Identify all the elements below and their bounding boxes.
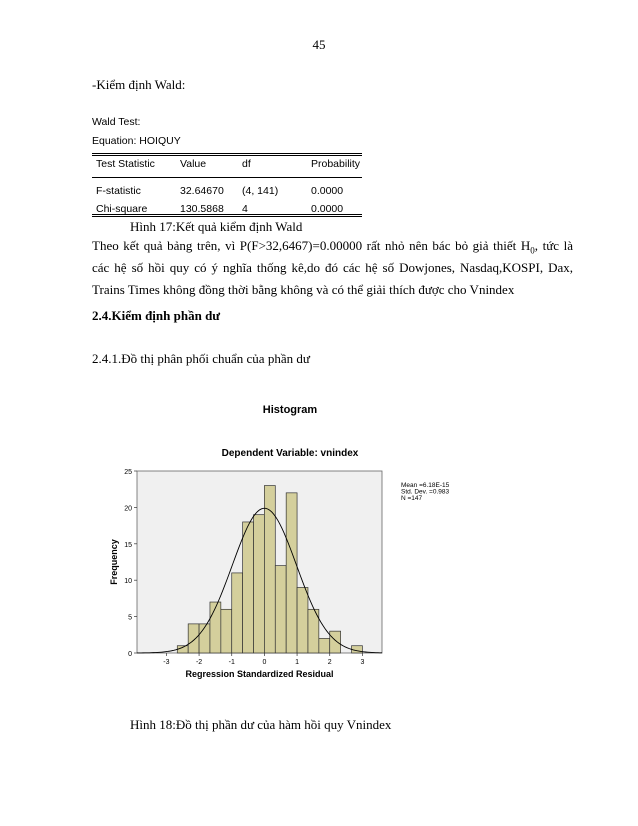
y-tick-label: 10 (124, 578, 132, 586)
wald-test-table (92, 115, 362, 218)
x-tick-label: 3 (360, 659, 365, 666)
residual-histogram (90, 392, 510, 692)
x-tick-label: 0 (262, 659, 267, 666)
table-row (92, 182, 362, 200)
wald-equation: Equation: HOIQUY (92, 135, 181, 147)
heading-2-4: 2.4.Kiểm định phần dư (92, 308, 221, 323)
paragraph-line-3: Trains Times không đồng thời bằng không và có thể giải thích được cho Vnindex (92, 282, 515, 297)
y-axis-label: Frequency (109, 539, 119, 585)
histogram-bar (221, 609, 232, 653)
row-value: 130.5868 (180, 203, 224, 215)
x-axis-label: Regression Standardized Residual (185, 669, 334, 679)
result-paragraph (92, 235, 573, 301)
stats-label: Std. Dev. =0.983 (401, 488, 450, 496)
section-label: -Kiểm định Wald: (92, 77, 186, 92)
page-number: 45 (312, 37, 326, 52)
histogram-bar (232, 573, 243, 653)
chart-title: Histogram (262, 404, 318, 416)
histogram-bar (275, 566, 286, 653)
y-tick-label: 5 (128, 614, 132, 622)
paragraph-line-1: Theo kết quả bảng trên, vì P(F>32,6467)=0.00000 rất nhỏ nên bác bỏ giả thiết $H_0$, tức là (92, 238, 574, 256)
histogram-bar (297, 587, 308, 653)
figure-17-caption: Hình 17:Kết quả kiểm định Wald (130, 219, 303, 234)
x-tick-label: 1 (295, 659, 300, 666)
row-df: (4, 141) (242, 185, 279, 197)
wald-title: Wald Test: (92, 116, 141, 128)
y-tick-label: 15 (124, 541, 132, 549)
histogram-bar (330, 631, 341, 653)
row-value: 32.64670 (180, 185, 224, 197)
x-tick-label: -1 (228, 659, 235, 666)
row-probability: 0.0000 (311, 185, 344, 197)
histogram-bar (243, 522, 254, 653)
chart-subtitle: Dependent Variable: vnindex (221, 448, 359, 459)
header-test-statistic: Test Statistic (96, 158, 155, 170)
figure-18-caption: Hình 18:Đồ thị phần dư của hàm hồi quy Vnindex (130, 717, 392, 732)
paragraph-line-2: các hệ số hồi quy có ý nghĩa thống kê,do đó các hệ số Dowjones, Nasdaq,KOSPI, Dax, (92, 260, 573, 275)
row-stat-name: Chi-square (96, 203, 148, 215)
histogram-bar (188, 624, 199, 653)
histogram-bar (254, 515, 265, 653)
y-tick-label: 20 (124, 505, 132, 513)
histogram-bar (319, 638, 330, 653)
row-df: 4 (242, 203, 248, 215)
header-value: Value (180, 158, 207, 170)
header-probability: Probability (311, 158, 361, 170)
stats-label: N =147 (401, 495, 423, 502)
y-tick-label: 25 (124, 469, 132, 476)
row-probability: 0.0000 (311, 203, 344, 215)
x-tick-label: 2 (327, 659, 332, 666)
x-tick-label: -2 (195, 659, 203, 666)
y-tick-label: 0 (128, 651, 132, 658)
histogram-bar (210, 602, 221, 653)
x-tick-label: -3 (163, 659, 170, 666)
histogram-bar (286, 493, 297, 653)
stats-label: Mean =6.18E-15 (401, 482, 450, 489)
heading-2-4-1: 2.4.1.Đồ thị phân phối chuẩn của phần dư (92, 351, 310, 366)
row-stat-name: F-statistic (96, 185, 141, 197)
wald-header-row (92, 155, 362, 173)
header-df: df (242, 158, 251, 170)
